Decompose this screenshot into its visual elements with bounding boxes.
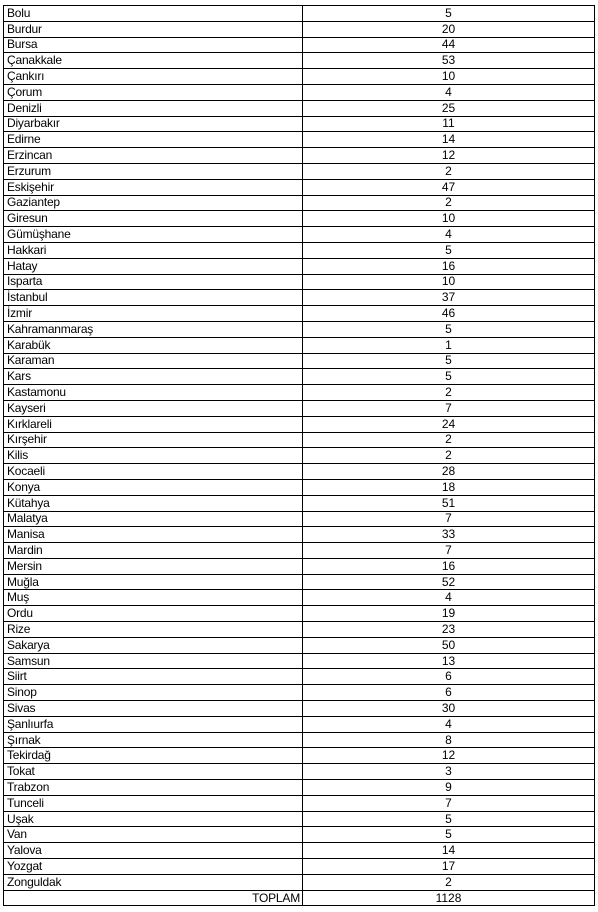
table-row: [4, 716, 595, 732]
count-cell: 4: [303, 716, 595, 732]
province-name-cell: Trabzon: [4, 780, 303, 796]
province-name-cell: Kütahya: [4, 495, 303, 511]
table-row: [4, 637, 595, 653]
count-cell: 9: [303, 780, 595, 796]
count-cell: 16: [303, 258, 595, 274]
province-name-cell: Hakkari: [4, 242, 303, 258]
count-cell: 14: [303, 843, 595, 859]
province-name-cell: Bolu: [4, 6, 303, 22]
table-row: [4, 669, 595, 685]
province-name-cell: Kocaeli: [4, 464, 303, 480]
count-cell: 2: [303, 385, 595, 401]
table-row: [4, 84, 595, 100]
count-cell: 2: [303, 874, 595, 890]
table-row: [4, 574, 595, 590]
province-name-cell: Yalova: [4, 843, 303, 859]
table-row: [4, 874, 595, 890]
province-name-cell: Muş: [4, 590, 303, 606]
table-row: [4, 653, 595, 669]
province-name-cell: Şırnak: [4, 732, 303, 748]
table-row: [4, 163, 595, 179]
count-cell: 23: [303, 622, 595, 638]
table-row: [4, 100, 595, 116]
province-name-cell: Ordu: [4, 606, 303, 622]
count-cell: 10: [303, 69, 595, 85]
table-row: [4, 337, 595, 353]
count-cell: 20: [303, 21, 595, 37]
table-row: [4, 306, 595, 322]
province-name-cell: Karaman: [4, 353, 303, 369]
table-row: [4, 859, 595, 875]
count-cell: 53: [303, 53, 595, 69]
province-name-cell: Kahramanmaraş: [4, 321, 303, 337]
table-row: [4, 353, 595, 369]
count-cell: 17: [303, 859, 595, 875]
count-cell: 13: [303, 653, 595, 669]
province-name-cell: Eskişehir: [4, 179, 303, 195]
province-name-cell: Gaziantep: [4, 195, 303, 211]
count-cell: 7: [303, 400, 595, 416]
table-row: [4, 6, 595, 22]
province-name-cell: Erzincan: [4, 148, 303, 164]
table-row: [4, 400, 595, 416]
table-row: [4, 53, 595, 69]
table-row: [4, 37, 595, 53]
table-body: [4, 6, 595, 906]
count-cell: 5: [303, 353, 595, 369]
province-name-cell: Şanlıurfa: [4, 716, 303, 732]
province-name-cell: Zonguldak: [4, 874, 303, 890]
table-row: [4, 116, 595, 132]
province-name-cell: Konya: [4, 479, 303, 495]
province-name-cell: Erzurum: [4, 163, 303, 179]
count-cell: 33: [303, 527, 595, 543]
count-cell: 12: [303, 748, 595, 764]
table-row: [4, 527, 595, 543]
table-row: [4, 69, 595, 85]
province-name-cell: Çankırı: [4, 69, 303, 85]
count-cell: 4: [303, 227, 595, 243]
province-name-cell: Gümüşhane: [4, 227, 303, 243]
province-name-cell: Isparta: [4, 274, 303, 290]
province-name-cell: Kayseri: [4, 400, 303, 416]
count-cell: 46: [303, 306, 595, 322]
count-cell: 7: [303, 795, 595, 811]
count-cell: 5: [303, 6, 595, 22]
province-name-cell: Burdur: [4, 21, 303, 37]
province-name-cell: Diyarbakır: [4, 116, 303, 132]
table-row: [4, 179, 595, 195]
table-row: [4, 701, 595, 717]
total-row: [4, 890, 595, 906]
province-name-cell: Uşak: [4, 811, 303, 827]
province-name-cell: Samsun: [4, 653, 303, 669]
count-cell: 2: [303, 448, 595, 464]
province-name-cell: Sivas: [4, 701, 303, 717]
table-row: [4, 132, 595, 148]
count-cell: 51: [303, 495, 595, 511]
table-row: [4, 590, 595, 606]
province-name-cell: Bursa: [4, 37, 303, 53]
count-cell: 7: [303, 511, 595, 527]
province-name-cell: Karabük: [4, 337, 303, 353]
province-name-cell: Edirne: [4, 132, 303, 148]
province-name-cell: Giresun: [4, 211, 303, 227]
count-cell: 25: [303, 100, 595, 116]
province-name-cell: Çorum: [4, 84, 303, 100]
count-cell: 10: [303, 274, 595, 290]
province-name-cell: Malatya: [4, 511, 303, 527]
province-name-cell: Kastamonu: [4, 385, 303, 401]
count-cell: 7: [303, 543, 595, 559]
count-cell: 4: [303, 590, 595, 606]
count-cell: 8: [303, 732, 595, 748]
table-row: [4, 321, 595, 337]
province-name-cell: Tekirdağ: [4, 748, 303, 764]
table-row: [4, 811, 595, 827]
count-cell: 6: [303, 669, 595, 685]
province-name-cell: Sinop: [4, 685, 303, 701]
province-name-cell: Kırklareli: [4, 416, 303, 432]
province-name-cell: Sakarya: [4, 637, 303, 653]
table-row: [4, 780, 595, 796]
count-cell: 5: [303, 811, 595, 827]
count-cell: 19: [303, 606, 595, 622]
province-name-cell: Kırşehir: [4, 432, 303, 448]
table-row: [4, 843, 595, 859]
table-row: [4, 432, 595, 448]
province-count-table: [3, 5, 595, 906]
table-row: [4, 827, 595, 843]
table-row: [4, 495, 595, 511]
table-row: [4, 606, 595, 622]
province-name-cell: Rize: [4, 622, 303, 638]
province-name-cell: Mersin: [4, 558, 303, 574]
count-cell: 28: [303, 464, 595, 480]
count-cell: 44: [303, 37, 595, 53]
count-cell: 18: [303, 479, 595, 495]
table-row: [4, 685, 595, 701]
table-row: [4, 242, 595, 258]
province-name-cell: Muğla: [4, 574, 303, 590]
table-row: [4, 369, 595, 385]
table-row: [4, 290, 595, 306]
province-name-cell: Kilis: [4, 448, 303, 464]
province-name-cell: Yozgat: [4, 859, 303, 875]
count-cell: 11: [303, 116, 595, 132]
table-row: [4, 511, 595, 527]
table-row: [4, 195, 595, 211]
count-cell: 47: [303, 179, 595, 195]
table-row: [4, 479, 595, 495]
table-row: [4, 385, 595, 401]
count-cell: 6: [303, 685, 595, 701]
count-cell: 52: [303, 574, 595, 590]
count-cell: 4: [303, 84, 595, 100]
count-cell: 5: [303, 369, 595, 385]
count-cell: 12: [303, 148, 595, 164]
province-name-cell: Van: [4, 827, 303, 843]
count-cell: 30: [303, 701, 595, 717]
count-cell: 24: [303, 416, 595, 432]
table-row: [4, 148, 595, 164]
table-row: [4, 21, 595, 37]
table-row: [4, 211, 595, 227]
table-row: [4, 543, 595, 559]
province-name-cell: Siirt: [4, 669, 303, 685]
table-row: [4, 558, 595, 574]
province-name-cell: Çanakkale: [4, 53, 303, 69]
province-name-cell: İstanbul: [4, 290, 303, 306]
table-row: [4, 448, 595, 464]
table-row: [4, 416, 595, 432]
table-row: [4, 795, 595, 811]
province-name-cell: Kars: [4, 369, 303, 385]
count-cell: 50: [303, 637, 595, 653]
table-row: [4, 732, 595, 748]
count-cell: 5: [303, 321, 595, 337]
province-name-cell: İzmir: [4, 306, 303, 322]
table-row: [4, 748, 595, 764]
table-row: [4, 274, 595, 290]
count-cell: 2: [303, 195, 595, 211]
table-row: [4, 227, 595, 243]
province-name-cell: Manisa: [4, 527, 303, 543]
province-name-cell: Tunceli: [4, 795, 303, 811]
count-cell: 2: [303, 163, 595, 179]
province-name-cell: Hatay: [4, 258, 303, 274]
count-cell: 1: [303, 337, 595, 353]
table-row: [4, 622, 595, 638]
count-cell: 14: [303, 132, 595, 148]
province-name-cell: Denizli: [4, 100, 303, 116]
count-cell: 3: [303, 764, 595, 780]
table-row: [4, 764, 595, 780]
count-cell: 2: [303, 432, 595, 448]
count-cell: 5: [303, 242, 595, 258]
count-cell: 5: [303, 827, 595, 843]
table-row: [4, 258, 595, 274]
province-name-cell: Tokat: [4, 764, 303, 780]
count-cell: 10: [303, 211, 595, 227]
table-row: [4, 464, 595, 480]
total-label: TOPLAM: [4, 890, 303, 906]
count-cell: 16: [303, 558, 595, 574]
total-value: 1128: [303, 890, 595, 906]
province-name-cell: Mardin: [4, 543, 303, 559]
count-cell: 37: [303, 290, 595, 306]
